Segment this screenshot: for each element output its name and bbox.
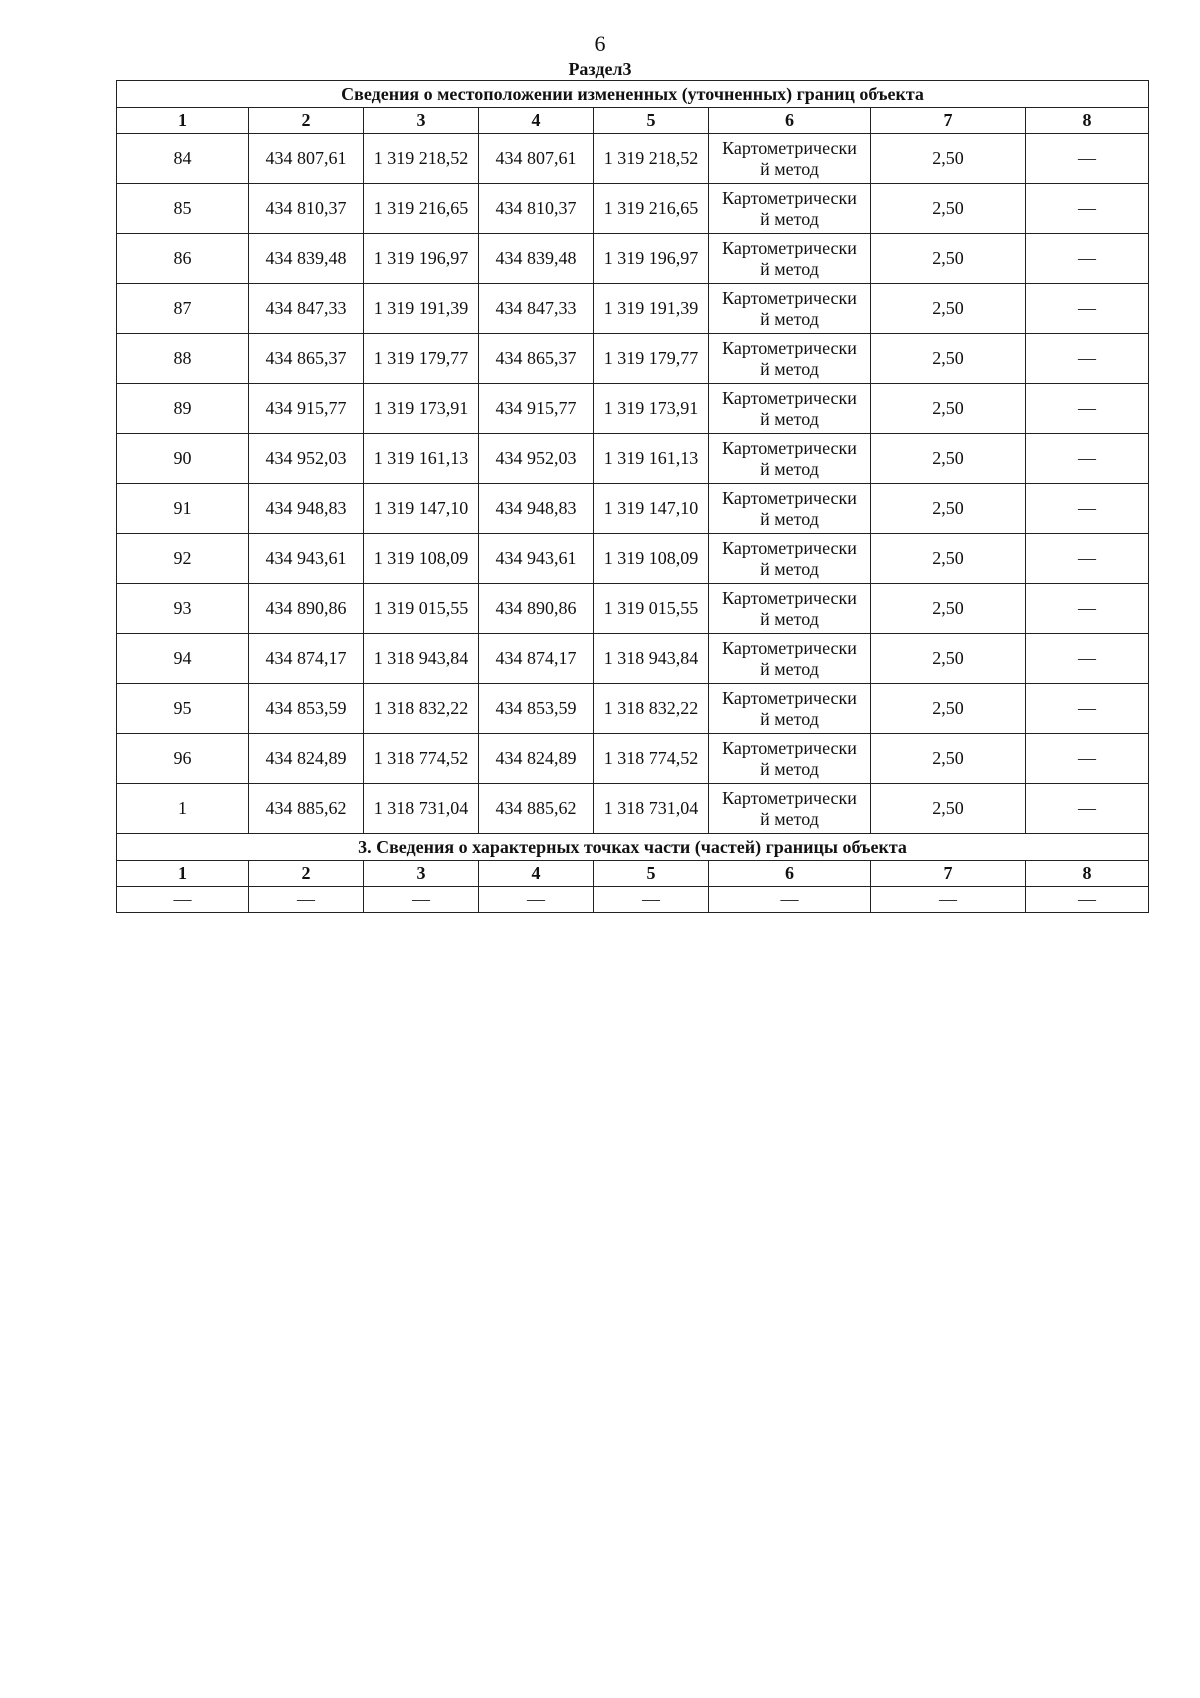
empty-cell: — — [364, 887, 479, 913]
y-new-cell: 1 319 191,39 — [594, 284, 709, 334]
y-old-cell: 1 319 015,55 — [364, 584, 479, 634]
x-old-cell: 434 807,61 — [249, 134, 364, 184]
y-new-cell: 1 319 173,91 — [594, 384, 709, 434]
x-new-cell: 434 847,33 — [479, 284, 594, 334]
y-new-cell: 1 318 731,04 — [594, 784, 709, 834]
method-cell — [709, 134, 871, 184]
point-number-cell: 84 — [117, 134, 249, 184]
page-number: 6 — [594, 31, 606, 56]
table-row — [117, 134, 1149, 184]
y-new-cell: 1 318 943,84 — [594, 634, 709, 684]
y-old-cell: 1 319 147,10 — [364, 484, 479, 534]
x-old-cell: 434 810,37 — [249, 184, 364, 234]
column-header: 5 — [594, 861, 709, 887]
column-header: 6 — [709, 108, 871, 134]
empty-cell: — — [594, 887, 709, 913]
note-cell: — — [1026, 284, 1149, 334]
column-header: 8 — [1026, 108, 1149, 134]
x-new-cell: 434 915,77 — [479, 384, 594, 434]
method-text-line-2: й метод — [760, 408, 819, 429]
method-text-line-2: й метод — [760, 508, 819, 529]
y-new-cell: 1 319 015,55 — [594, 584, 709, 634]
x-old-cell: 434 943,61 — [249, 534, 364, 584]
x-new-cell: 434 807,61 — [479, 134, 594, 184]
note-cell: — — [1026, 134, 1149, 184]
method-cell — [709, 334, 871, 384]
column-header: 6 — [709, 861, 871, 887]
method-text-line-1: Картометрически — [722, 287, 857, 308]
method-cell — [709, 284, 871, 334]
y-new-cell: 1 319 218,52 — [594, 134, 709, 184]
x-new-cell: 434 948,83 — [479, 484, 594, 534]
y-old-cell: 1 318 774,52 — [364, 734, 479, 784]
y-old-cell: 1 319 179,77 — [364, 334, 479, 384]
method-text-line-1: Картометрически — [722, 337, 857, 358]
method-text-line-2: й метод — [760, 658, 819, 679]
method-cell — [709, 734, 871, 784]
note-cell: — — [1026, 184, 1149, 234]
y-new-cell: 1 318 774,52 — [594, 734, 709, 784]
method-cell — [709, 484, 871, 534]
table-caption-2: 3. Сведения о характерных точках части (частей) границы объекта — [117, 834, 1149, 861]
method-text-line-2: й метод — [760, 308, 819, 329]
table-row — [117, 334, 1149, 384]
column-header-row — [117, 108, 1149, 134]
accuracy-cell: 2,50 — [871, 134, 1026, 184]
note-cell: — — [1026, 234, 1149, 284]
y-new-cell: 1 319 216,65 — [594, 184, 709, 234]
table-row — [117, 584, 1149, 634]
table-row — [117, 734, 1149, 784]
point-number-cell: 96 — [117, 734, 249, 784]
table-caption-row — [117, 81, 1149, 108]
method-text-line-2: й метод — [760, 458, 819, 479]
note-cell: — — [1026, 434, 1149, 484]
y-old-cell: 1 318 731,04 — [364, 784, 479, 834]
column-header: 1 — [117, 861, 249, 887]
point-number-cell: 85 — [117, 184, 249, 234]
point-number-cell: 90 — [117, 434, 249, 484]
accuracy-cell: 2,50 — [871, 284, 1026, 334]
method-text-line-1: Картометрически — [722, 687, 857, 708]
table-row — [117, 384, 1149, 434]
y-old-cell: 1 319 173,91 — [364, 384, 479, 434]
y-old-cell: 1 319 161,13 — [364, 434, 479, 484]
column-header-row-2 — [117, 861, 1149, 887]
table-row — [117, 634, 1149, 684]
x-new-cell: 434 952,03 — [479, 434, 594, 484]
column-header: 4 — [479, 108, 594, 134]
x-new-cell: 434 839,48 — [479, 234, 594, 284]
method-cell — [709, 434, 871, 484]
y-new-cell: 1 319 161,13 — [594, 434, 709, 484]
accuracy-cell: 2,50 — [871, 334, 1026, 384]
method-cell — [709, 384, 871, 434]
boundary-table — [116, 80, 1149, 913]
column-header: 3 — [364, 861, 479, 887]
method-cell — [709, 584, 871, 634]
method-text-line-1: Картометрически — [722, 637, 857, 658]
point-number-cell: 1 — [117, 784, 249, 834]
column-header: 8 — [1026, 861, 1149, 887]
column-header: 1 — [117, 108, 249, 134]
table-caption: Сведения о местоположении измененных (уточненных) границ объекта — [117, 81, 1149, 108]
column-header: 4 — [479, 861, 594, 887]
x-new-cell: 434 853,59 — [479, 684, 594, 734]
empty-cell: — — [479, 887, 594, 913]
point-number-cell: 86 — [117, 234, 249, 284]
note-cell: — — [1026, 684, 1149, 734]
y-new-cell: 1 319 147,10 — [594, 484, 709, 534]
point-number-cell: 89 — [117, 384, 249, 434]
note-cell: — — [1026, 534, 1149, 584]
point-number-cell: 93 — [117, 584, 249, 634]
method-text-line-2: й метод — [760, 258, 819, 279]
method-text-line-1: Картометрически — [722, 187, 857, 208]
accuracy-cell: 2,50 — [871, 584, 1026, 634]
x-old-cell: 434 839,48 — [249, 234, 364, 284]
x-new-cell: 434 885,62 — [479, 784, 594, 834]
method-text-line-1: Картометрически — [722, 237, 857, 258]
method-text-line-1: Картометрически — [722, 137, 857, 158]
column-header: 7 — [871, 861, 1026, 887]
column-header: 5 — [594, 108, 709, 134]
x-old-cell: 434 952,03 — [249, 434, 364, 484]
table-row — [117, 184, 1149, 234]
empty-row — [117, 887, 1149, 913]
table-row — [117, 434, 1149, 484]
y-old-cell: 1 319 196,97 — [364, 234, 479, 284]
method-text-line-2: й метод — [760, 608, 819, 629]
method-cell — [709, 634, 871, 684]
y-old-cell: 1 318 832,22 — [364, 684, 479, 734]
accuracy-cell: 2,50 — [871, 734, 1026, 784]
point-number-cell: 87 — [117, 284, 249, 334]
method-text-line-1: Картометрически — [722, 787, 857, 808]
y-new-cell: 1 319 108,09 — [594, 534, 709, 584]
table-row — [117, 234, 1149, 284]
accuracy-cell: 2,50 — [871, 634, 1026, 684]
point-number-cell: 94 — [117, 634, 249, 684]
y-new-cell: 1 319 179,77 — [594, 334, 709, 384]
y-old-cell: 1 318 943,84 — [364, 634, 479, 684]
x-old-cell: 434 890,86 — [249, 584, 364, 634]
empty-cell: — — [1026, 887, 1149, 913]
note-cell: — — [1026, 384, 1149, 434]
y-old-cell: 1 319 108,09 — [364, 534, 479, 584]
method-text-line-1: Картометрически — [722, 387, 857, 408]
y-new-cell: 1 318 832,22 — [594, 684, 709, 734]
table-row — [117, 284, 1149, 334]
empty-cell: — — [249, 887, 364, 913]
accuracy-cell: 2,50 — [871, 684, 1026, 734]
x-new-cell: 434 810,37 — [479, 184, 594, 234]
method-cell — [709, 234, 871, 284]
note-cell: — — [1026, 584, 1149, 634]
x-new-cell: 434 865,37 — [479, 334, 594, 384]
y-new-cell: 1 319 196,97 — [594, 234, 709, 284]
table-row — [117, 684, 1149, 734]
method-text-line-1: Картометрически — [722, 537, 857, 558]
method-text-line-2: й метод — [760, 158, 819, 179]
x-new-cell: 434 890,86 — [479, 584, 594, 634]
note-cell: — — [1026, 484, 1149, 534]
method-text-line-2: й метод — [760, 758, 819, 779]
table-row — [117, 484, 1149, 534]
method-text-line-1: Картометрически — [722, 487, 857, 508]
method-text-line-1: Картометрически — [722, 587, 857, 608]
column-header: 2 — [249, 861, 364, 887]
empty-cell: — — [709, 887, 871, 913]
method-text-line-2: й метод — [760, 558, 819, 579]
note-cell: — — [1026, 784, 1149, 834]
point-number-cell: 91 — [117, 484, 249, 534]
x-old-cell: 434 824,89 — [249, 734, 364, 784]
note-cell: — — [1026, 634, 1149, 684]
x-old-cell: 434 885,62 — [249, 784, 364, 834]
method-text-line-2: й метод — [760, 358, 819, 379]
x-new-cell: 434 824,89 — [479, 734, 594, 784]
column-header: 3 — [364, 108, 479, 134]
method-cell — [709, 534, 871, 584]
empty-cell: — — [117, 887, 249, 913]
column-header: 2 — [249, 108, 364, 134]
method-text-line-2: й метод — [760, 208, 819, 229]
x-old-cell: 434 874,17 — [249, 634, 364, 684]
accuracy-cell: 2,50 — [871, 184, 1026, 234]
note-cell: — — [1026, 334, 1149, 384]
method-cell — [709, 184, 871, 234]
section-title: Раздел3 — [568, 59, 632, 79]
method-cell — [709, 684, 871, 734]
x-old-cell: 434 853,59 — [249, 684, 364, 734]
accuracy-cell: 2,50 — [871, 234, 1026, 284]
x-old-cell: 434 847,33 — [249, 284, 364, 334]
table-row — [117, 784, 1149, 834]
accuracy-cell: 2,50 — [871, 534, 1026, 584]
method-cell — [709, 784, 871, 834]
method-text-line-1: Картометрически — [722, 437, 857, 458]
accuracy-cell: 2,50 — [871, 434, 1026, 484]
x-old-cell: 434 915,77 — [249, 384, 364, 434]
point-number-cell: 95 — [117, 684, 249, 734]
table-caption-row-2 — [117, 834, 1149, 861]
method-text-line-2: й метод — [760, 708, 819, 729]
x-old-cell: 434 865,37 — [249, 334, 364, 384]
x-new-cell: 434 943,61 — [479, 534, 594, 584]
point-number-cell: 92 — [117, 534, 249, 584]
column-header: 7 — [871, 108, 1026, 134]
accuracy-cell: 2,50 — [871, 384, 1026, 434]
accuracy-cell: 2,50 — [871, 784, 1026, 834]
y-old-cell: 1 319 218,52 — [364, 134, 479, 184]
x-old-cell: 434 948,83 — [249, 484, 364, 534]
y-old-cell: 1 319 191,39 — [364, 284, 479, 334]
y-old-cell: 1 319 216,65 — [364, 184, 479, 234]
empty-cell: — — [871, 887, 1026, 913]
accuracy-cell: 2,50 — [871, 484, 1026, 534]
x-new-cell: 434 874,17 — [479, 634, 594, 684]
method-text-line-1: Картометрически — [722, 737, 857, 758]
table-row — [117, 534, 1149, 584]
method-text-line-2: й метод — [760, 808, 819, 829]
note-cell: — — [1026, 734, 1149, 784]
point-number-cell: 88 — [117, 334, 249, 384]
